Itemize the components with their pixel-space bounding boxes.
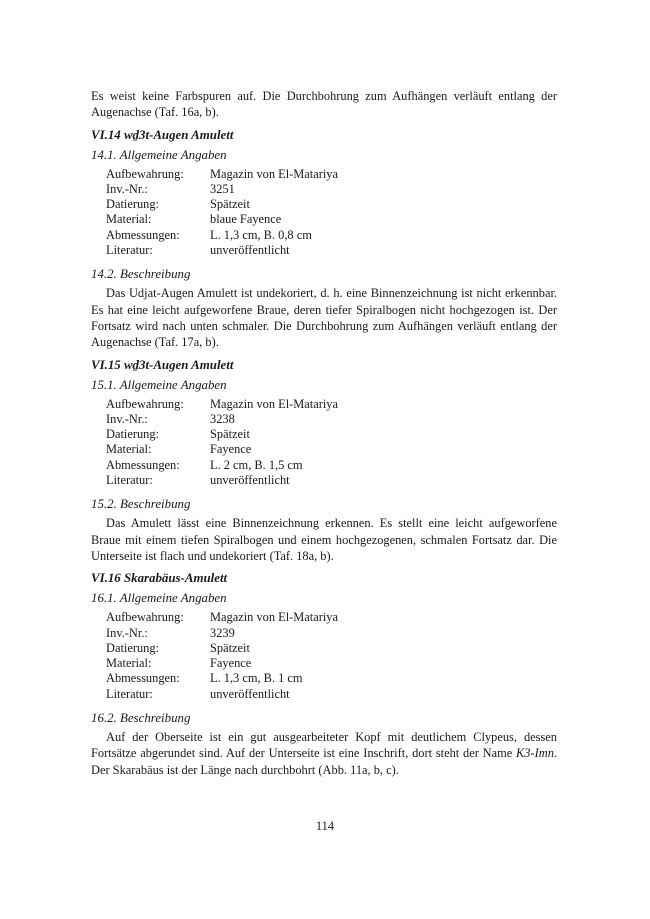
- description-paragraph: [91, 729, 557, 778]
- table-row: [106, 427, 338, 442]
- field-label: Abmessungen:: [106, 457, 180, 472]
- field-label: Datierung:: [106, 197, 159, 212]
- field-label: Literatur:: [106, 686, 153, 701]
- document-page: [91, 88, 557, 778]
- section-vi15: [91, 357, 557, 565]
- field-value: unveröffentlicht: [210, 473, 290, 488]
- general-info-heading: 16.1. Allgemeine Angaben: [91, 591, 227, 606]
- table-row: [106, 442, 338, 457]
- table-row: [106, 626, 338, 641]
- field-value: L. 2 cm, B. 1,5 cm: [210, 457, 303, 472]
- general-info-heading: 15.1. Allgemeine Angaben: [91, 377, 227, 392]
- table-row: [106, 412, 338, 427]
- table-row: [106, 687, 338, 702]
- royal-name: K3-Imn: [516, 746, 554, 761]
- field-value: 3251: [210, 181, 235, 196]
- field-value: 3238: [210, 411, 235, 426]
- field-label: Inv.-Nr.:: [106, 625, 148, 640]
- field-value: Fayence: [210, 442, 252, 457]
- field-value: Spätzeit: [210, 640, 250, 655]
- field-value: Spätzeit: [210, 427, 250, 442]
- page-number: 114: [315, 819, 335, 833]
- field-value: Magazin von El-Matariya: [210, 166, 338, 181]
- field-label: Inv.-Nr.:: [106, 181, 148, 196]
- description-paragraph: Das Amulett lässt eine Binnenzeichnung erkennen. Es stellt eine leicht aufgeworfene Braue mit einem tiefen Spiralbogen und einem hochgezogenen, schmalen Fortsatz dar. Die Unterseite ist flach und undekoriert (Taf. 18a, b).: [91, 516, 557, 563]
- field-label: Abmessungen:: [106, 671, 180, 686]
- table-row: [106, 197, 338, 212]
- general-info-heading: 14.1. Allgemeine Angaben: [91, 147, 227, 162]
- field-value: Magazin von El-Matariya: [210, 610, 338, 625]
- field-value: Fayence: [210, 656, 252, 671]
- field-label: Literatur:: [106, 473, 153, 488]
- section-title: VI.15 wḏ3t-Augen Amulett: [91, 357, 234, 372]
- field-label: Datierung:: [106, 427, 159, 442]
- table-row: [106, 167, 338, 182]
- field-value: 3239: [210, 625, 235, 640]
- field-value: unveröffentlicht: [210, 686, 290, 701]
- field-value: L. 1,3 cm, B. 1 cm: [210, 671, 303, 686]
- table-row: [106, 473, 338, 488]
- field-value: Spätzeit: [210, 197, 250, 212]
- field-label: Inv.-Nr.:: [106, 411, 148, 426]
- description-text-start: Auf der Oberseite ist ein gut ausgearbeiteter Kopf mit deutlichem Clypeus, dessen Fortsätze abgerundet sind. Auf der Unterseite ist eine Inschrift, dort steht der Name: [91, 730, 557, 761]
- field-value: Magazin von El-Matariya: [210, 396, 338, 411]
- field-label: Material:: [106, 442, 152, 457]
- intro-paragraph: Es weist keine Farbspuren auf. Die Durchbohrung zum Aufhängen verläuft entlang der Augenachse (Taf. 16a, b).: [91, 89, 557, 120]
- table-row: [106, 610, 338, 625]
- description-paragraph: Das Udjat-Augen Amulett ist undekoriert, d. h. eine Binnenzeichnung ist nicht erkennbar. Es hat eine leicht aufgeworfene Braue, deren tiefer Spiralbogen nicht hochgezogen ist. Der Fortsatz wird nach unten schmaler. Die Durchbohrung zum Aufhängen verläuft entlang der Augenachse (Taf. 17a, b).: [91, 286, 557, 350]
- field-label: Aufbewahrung:: [106, 610, 184, 625]
- description-heading: 16.2. Beschreibung: [91, 711, 191, 726]
- general-info-table: [106, 167, 338, 259]
- table-row: [106, 458, 338, 473]
- description-heading: 15.2. Beschreibung: [91, 497, 191, 512]
- field-label: Datierung:: [106, 640, 159, 655]
- table-row: [106, 671, 338, 686]
- table-row: [106, 656, 338, 671]
- field-label: Aufbewahrung:: [106, 166, 184, 181]
- section-vi14: [91, 127, 557, 351]
- table-row: [106, 243, 338, 258]
- table-row: [106, 228, 338, 243]
- field-label: Literatur:: [106, 243, 153, 258]
- field-label: Aufbewahrung:: [106, 396, 184, 411]
- general-info-table: [106, 610, 338, 702]
- field-label: Material:: [106, 656, 152, 671]
- field-label: Material:: [106, 212, 152, 227]
- description-text-end: . Der Skarabäus ist der Länge nach durchbohrt (Abb. 11a, b, c).: [91, 746, 557, 777]
- field-value: unveröffentlicht: [210, 243, 290, 258]
- section-title: VI.14 wḏ3t-Augen Amulett: [91, 127, 234, 142]
- field-label: Abmessungen:: [106, 227, 180, 242]
- description-heading: 14.2. Beschreibung: [91, 267, 191, 282]
- table-row: [106, 182, 338, 197]
- field-value: L. 1,3 cm, B. 0,8 cm: [210, 227, 312, 242]
- section-vi16: [91, 570, 557, 778]
- table-row: [106, 212, 338, 227]
- table-row: [106, 641, 338, 656]
- field-value: blaue Fayence: [210, 212, 282, 227]
- section-title: VI.16 Skarabäus-Amulett: [91, 571, 228, 586]
- table-row: [106, 397, 338, 412]
- general-info-table: [106, 397, 338, 489]
